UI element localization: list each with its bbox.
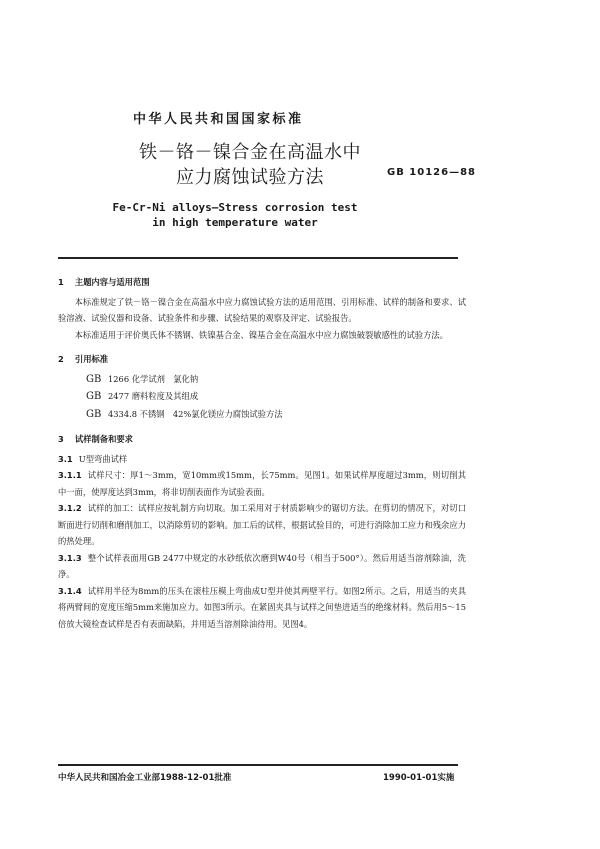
reference-prefix: GB [86,391,102,402]
clause-text: 试样用半径为8mm的压头在滚柱压模上弯曲成U型并使其两壁平行。如图2所示。之后，用适当的夹具将两臂间的宽度压缩5mm来施加应力。如图3所示。在紧固夹具与试样之间垫进适当的绝缘材料。然后用5～15倍放大镜检查试样是否有表面缺陷，并用适当溶剂除油待用。见图4。 [58,585,466,629]
implementation-date: 1990-01-01实施 [383,773,455,783]
clause-text: 整个试样表面用GB 2477中规定的水砂纸依次磨到W40号（相当于500°）。然后用适当溶剂除油，洗净。 [58,552,466,579]
clause [58,583,466,633]
reference-item [58,371,466,389]
clause [58,500,466,550]
clause-number: 3.1.1 [58,470,82,480]
reference-item [58,406,466,424]
reference-item [58,388,466,406]
section-number: 3 [58,434,64,444]
clause-number: 3.1.4 [58,585,82,596]
section-title: 试样制备和要求 [74,434,133,444]
english-title [70,200,400,230]
reference-text: 1266 化学试剂 氯化钠 [107,373,199,384]
section-heading [58,351,466,368]
title-line-1: 铁－铬－镍合金在高温水中 [139,142,361,163]
section-title: 引用标准 [74,354,109,364]
reference-prefix: GB [86,373,102,385]
issuing-organization: 中华人民共和国国家标准 [133,112,304,127]
clause-number: 3.1.3 [58,552,82,563]
clause-text: 试样的加工：试样应按轧制方向切取。加工采用对于材质影响少的锯切方法。在剪切的情况下，对切口断面进行切削和磨削加工，以消除剪切的影响。加工后的试样，根据试验目的，可进行消除加工应力和残余应力的热处理。 [58,503,466,546]
document-body [58,274,466,640]
paragraph: 本标准规定了铁－铬－镍合金在高温水中应力腐蚀试验方法的适用范围、引用标准、试样的制备和要求、试验溶液、试验仪器和设备、试验条件和步骤、试验结果的观察及评定、试验报告。 [58,296,466,323]
clause [58,467,466,500]
approval-note: 中华人民共和国冶金工业部1988-12-01批准 [58,773,232,783]
section-number: 1 [58,277,64,287]
standard-code: GB 10126—88 [387,167,477,178]
reference-text: 4334.8 不锈钢 42%氯化镁应力腐蚀试验方法 [107,408,283,419]
document-title [120,140,380,190]
clause-text: 试样尺寸：厚1～3mm，宽10mm或15mm，长75mm。见图1。如果试样厚度超过3mm，则切削其中一面，使厚度达到3mm，将非切削表面作为试验表面。 [58,470,466,497]
title-line-2: 应力腐蚀试验方法 [176,167,324,188]
paragraph: 本标准适用于评价奥氏体不锈钢、铁镍基合金、镍基合金在高温水中应力腐蚀破裂敏感性的试验方法。 [74,329,448,340]
english-title-line-1: Fe-Cr-Ni alloys—Stress corrosion test [112,201,358,214]
section-heading [58,431,466,448]
footer-divider [58,764,458,766]
section-3 [58,431,466,632]
header-divider [58,257,458,259]
section-title: 主题内容与适用范围 [74,277,150,287]
reference-prefix: GB [86,408,102,420]
section-number: 2 [58,354,64,364]
section-1 [58,274,466,343]
clause-number: 3.1.2 [58,503,82,513]
english-title-line-2: in high temperature water [152,216,318,229]
clause [58,550,466,583]
clause [58,451,466,468]
section-heading [58,274,466,291]
clause-text: U型弯曲试样 [78,453,128,464]
clause-number: 3.1 [58,453,73,464]
reference-text: 2477 磨料粒度及其组成 [107,391,199,401]
section-2 [58,351,466,423]
